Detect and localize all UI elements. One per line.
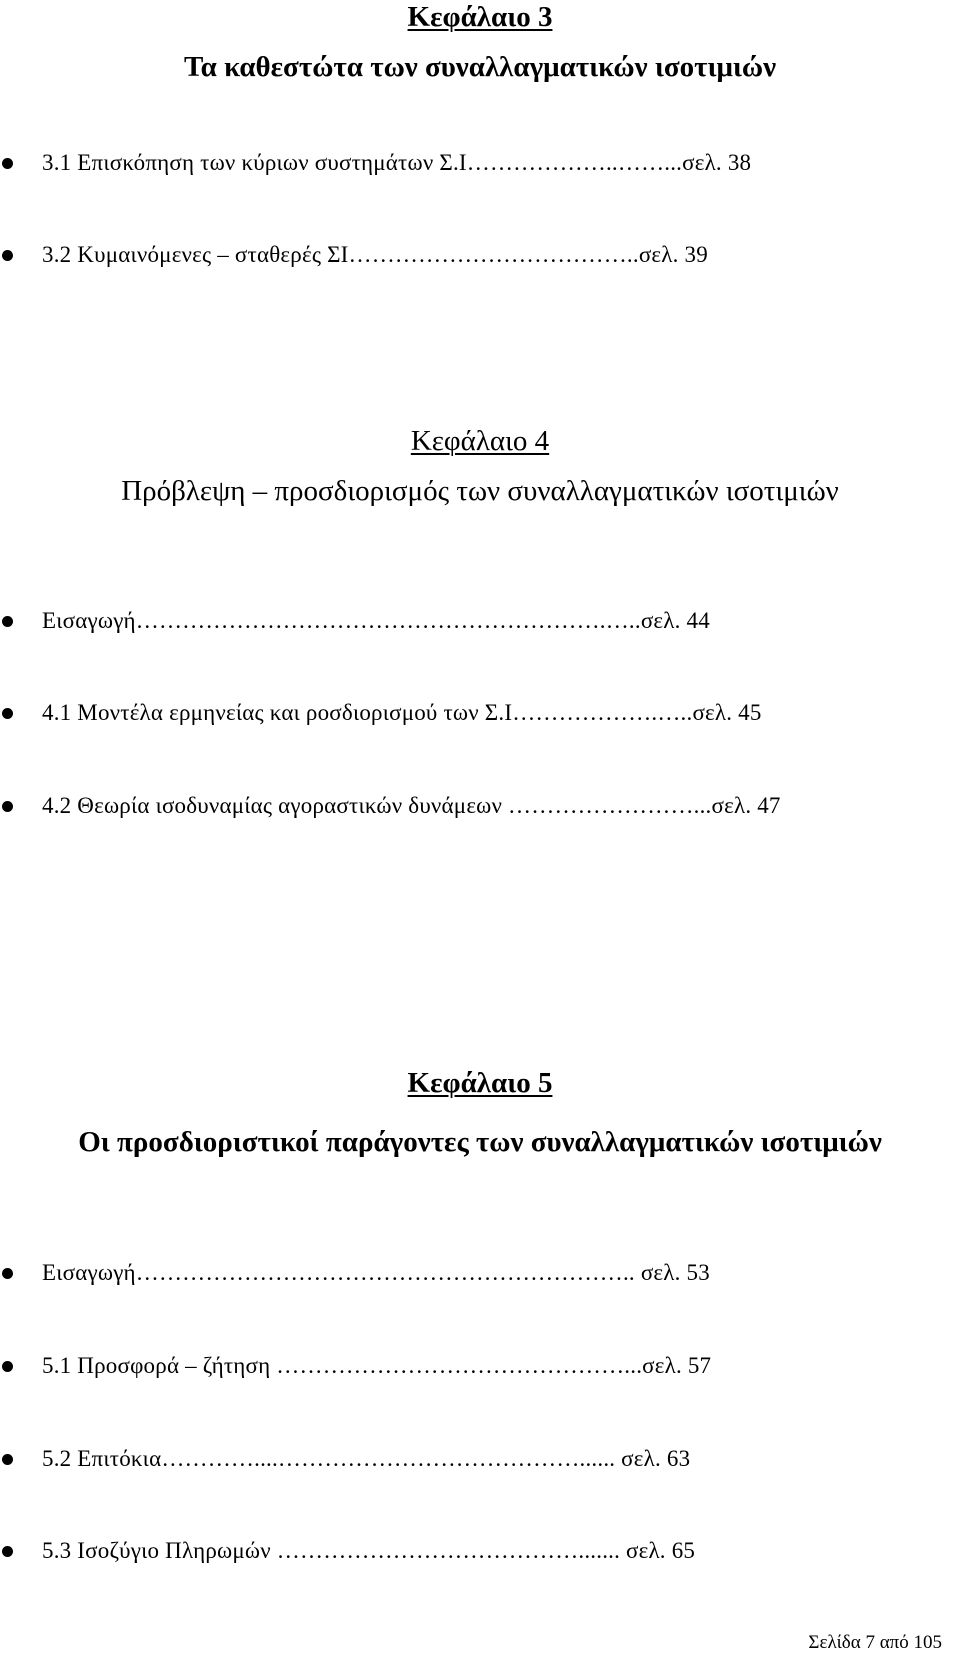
chapter-5-label: Κεφάλαιο 5	[407, 1067, 553, 1099]
chapter-5-title: Οι προσδιοριστικοί παράγοντες των συναλλαγματικών ισοτιμιών	[78, 1126, 882, 1158]
toc-entry-text: 3.1 Επισκόπηση των κύριων συστημάτων Σ.Ι………………..……...σελ. 38	[42, 150, 752, 175]
bullet-icon	[2, 1268, 13, 1279]
toc-entry[interactable]	[0, 1442, 960, 1476]
toc-entry[interactable]	[0, 604, 960, 638]
bullet-icon	[2, 1454, 13, 1465]
toc-entry[interactable]	[0, 1256, 960, 1290]
toc-entry-text: Εισαγωγή……………………………………………………….. σελ. 53	[42, 1260, 710, 1285]
page-number: Σελίδα 7 από 105	[808, 1632, 942, 1653]
bullet-icon	[2, 250, 13, 261]
toc-entry[interactable]	[0, 696, 960, 730]
chapter-3-title: Τα καθεστώτα των συναλλαγματικών ισοτιμιών	[183, 51, 777, 83]
bullet-icon	[2, 616, 13, 627]
chapter-4-title: Πρόβλεψη – προσδιορισμός των συναλλαγματικών ισοτιμιών	[121, 475, 839, 507]
toc-entry[interactable]	[0, 789, 960, 823]
toc-entry-text: 5.1 Προσφορά – ζήτηση ………………………………………...σελ. 57	[42, 1353, 712, 1378]
toc-entry[interactable]	[0, 1534, 960, 1568]
toc-entry-text: Εισαγωγή…………………………………………………….…..σελ. 44	[42, 608, 710, 633]
toc-entry[interactable]	[0, 238, 960, 272]
toc-entry[interactable]	[0, 146, 960, 180]
toc-entry-text: 4.1 Μοντέλα ερμηνείας και ροσδιορισμού των Σ.Ι……………….…..σελ. 45	[42, 700, 762, 725]
toc-entry-text: 5.3 Ισοζύγιο Πληρωμών …………………………………....... σελ. 65	[42, 1538, 696, 1563]
toc-entry-text: 3.2 Κυμαινόμενες – σταθερές ΣΙ………………………………..σελ. 39	[42, 242, 708, 267]
bullet-icon	[2, 1546, 13, 1557]
bullet-icon	[2, 801, 13, 812]
toc-entry[interactable]	[0, 1349, 960, 1383]
bullet-icon	[2, 1361, 13, 1372]
toc-entry-text: 4.2 Θεωρία ισοδυναμίας αγοραστικών δυνάμεων ……………………...σελ. 47	[42, 793, 781, 818]
chapter-4-label: Κεφάλαιο 4	[410, 425, 550, 457]
toc-entry-text: 5.2 Επιτόκια…………....…………………………………...... σελ. 63	[42, 1446, 691, 1471]
bullet-icon	[2, 158, 13, 169]
chapter-3-label: Κεφάλαιο 3	[407, 1, 553, 33]
bullet-icon	[2, 708, 13, 719]
